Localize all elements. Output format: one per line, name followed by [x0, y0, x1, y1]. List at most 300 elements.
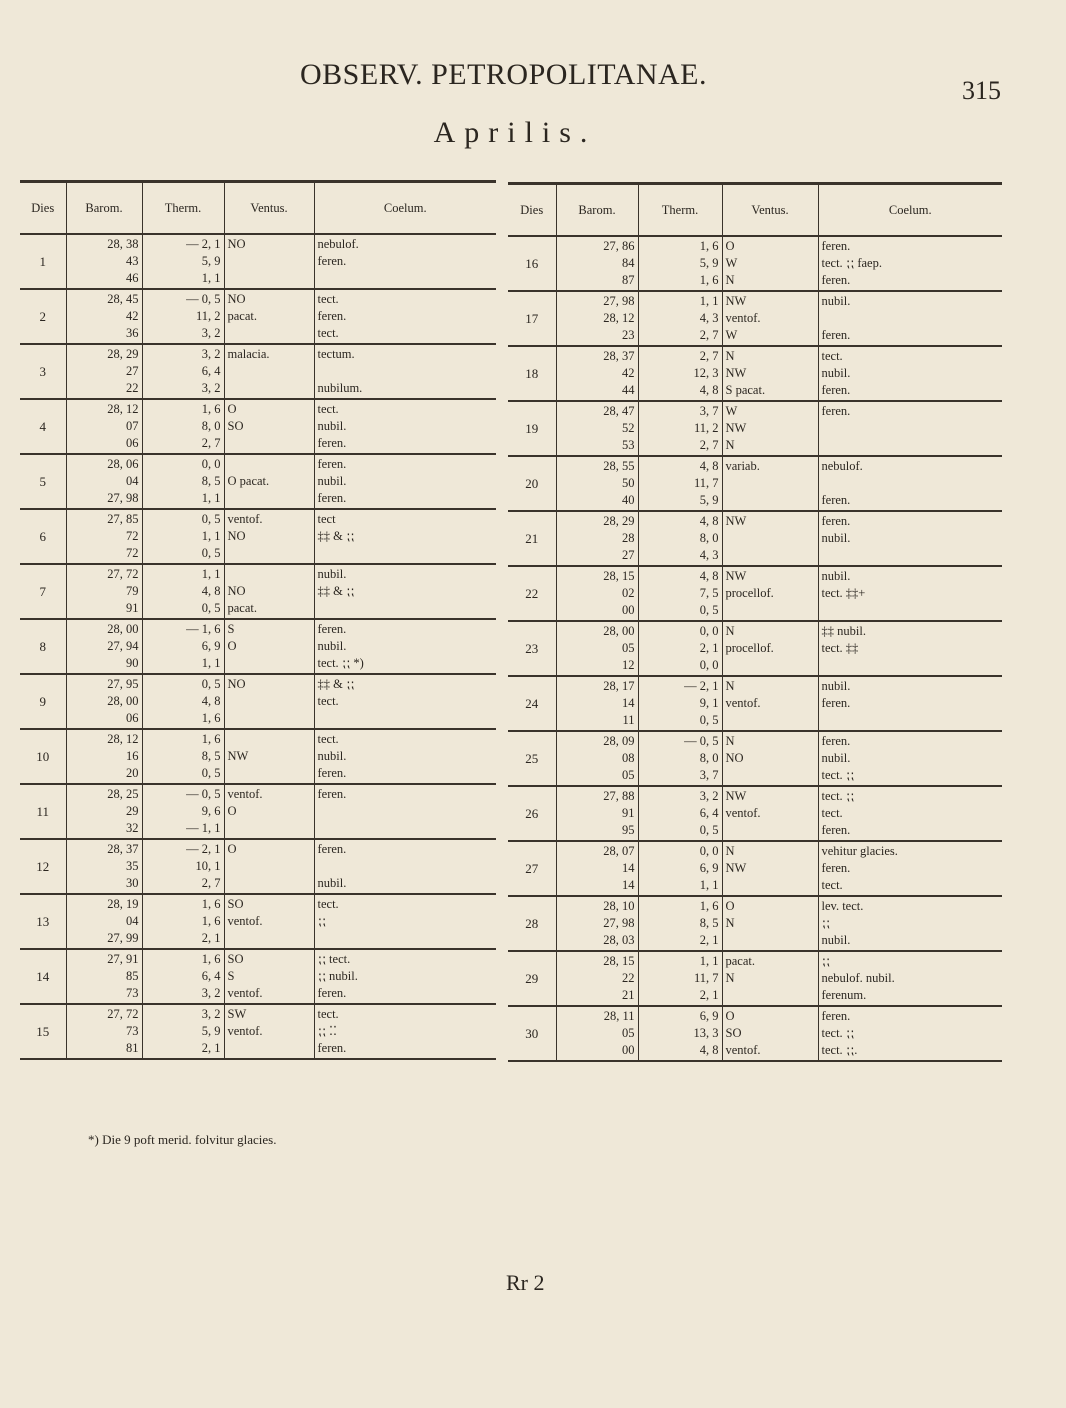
- barometer-value: 07: [126, 419, 139, 433]
- barometer-value: 28, 07: [603, 844, 635, 858]
- sky-value: feren.: [317, 787, 347, 801]
- thermometer-value: 8, 0: [699, 531, 719, 545]
- sky-value: [822, 475, 1000, 492]
- wind-value: ventof.: [227, 914, 263, 928]
- day-cell: 13: [20, 894, 66, 949]
- thermometer-value: 0, 5: [699, 713, 719, 727]
- wind-cell: [224, 784, 314, 839]
- day-cell: 23: [508, 621, 556, 676]
- barometer-value: 73: [126, 1024, 139, 1038]
- sky-value: feren.: [821, 514, 851, 528]
- sky-value: [822, 657, 1000, 674]
- day-cell: 2: [20, 289, 66, 344]
- sky-value: tect: [317, 512, 336, 526]
- sky-value: feren.: [317, 842, 347, 856]
- barometer-value: 27, 99: [107, 931, 139, 945]
- barometer-value: 27, 72: [107, 567, 139, 581]
- day-cell: 3: [20, 344, 66, 399]
- day-cell: 14: [20, 949, 66, 1004]
- barometer-value: 79: [126, 584, 139, 598]
- sky-cell: [314, 1004, 496, 1059]
- wind-value: NO: [227, 677, 246, 691]
- sky-value: feren.: [821, 383, 851, 397]
- wind-cell: [224, 1004, 314, 1059]
- thermometer-value: 1, 1: [201, 491, 221, 505]
- day-cell: 28: [508, 896, 556, 951]
- sky-value: ‡‡ nubil.: [821, 624, 866, 638]
- wind-value: [228, 710, 311, 727]
- sky-value: tect.: [821, 878, 843, 892]
- sky-value: [318, 820, 494, 837]
- wind-value: SO: [725, 1026, 742, 1040]
- sky-value: ‡‡ & ⁏⁏: [317, 529, 355, 543]
- thermometer-value: 5, 9: [201, 254, 221, 268]
- sky-value: tect.: [317, 326, 339, 340]
- sky-value: tect. ⁏⁏ *): [317, 656, 364, 670]
- wind-value: W: [725, 256, 738, 270]
- table-row: [20, 454, 496, 509]
- wind-value: O: [725, 239, 735, 253]
- barometer-value: 84: [622, 256, 635, 270]
- barometer-cell: [556, 841, 638, 896]
- thermometer-cell: [142, 674, 224, 729]
- wind-value: procellof.: [725, 641, 774, 655]
- col-header-barom: Barom.: [66, 182, 142, 235]
- wind-value: O: [227, 804, 237, 818]
- thermometer-value: 6, 4: [201, 364, 221, 378]
- barometer-value: 27, 88: [603, 789, 635, 803]
- thermometer-cell: [638, 346, 722, 401]
- barometer-value: 28, 00: [107, 622, 139, 636]
- wind-value: [228, 435, 311, 452]
- sky-value: feren.: [821, 1009, 851, 1023]
- barometer-cell: [66, 509, 142, 564]
- barometer-value: 28, 29: [107, 347, 139, 361]
- sky-value: nubil.: [317, 419, 347, 433]
- sky-cell: [818, 896, 1002, 951]
- barometer-cell: [556, 456, 638, 511]
- barometer-cell: [66, 344, 142, 399]
- thermometer-value: 3, 2: [201, 986, 221, 1000]
- sky-cell: [314, 564, 496, 619]
- wind-cell: [722, 346, 818, 401]
- barometer-value: 11: [622, 713, 635, 727]
- table-row: [20, 784, 496, 839]
- table-row: [508, 676, 1002, 731]
- barometer-cell: [556, 621, 638, 676]
- barometer-value: 00: [622, 1043, 635, 1057]
- wind-value: [228, 1040, 311, 1057]
- sky-value: nubil.: [317, 876, 347, 890]
- thermometer-value: 11, 2: [693, 421, 719, 435]
- wind-value: N: [725, 349, 735, 363]
- wind-value: [726, 712, 815, 729]
- barometer-value: 06: [126, 711, 139, 725]
- sky-value: feren.: [821, 328, 851, 342]
- sky-value: nubil.: [821, 933, 851, 947]
- barometer-cell: [556, 346, 638, 401]
- barometer-value: 21: [622, 988, 635, 1002]
- sky-cell: [818, 951, 1002, 1006]
- sky-value: feren.: [317, 457, 347, 471]
- sky-value: ⁏⁏ tect.: [317, 952, 351, 966]
- wind-value: NW: [725, 294, 747, 308]
- barometer-cell: [556, 401, 638, 456]
- thermometer-value: 4, 8: [699, 514, 719, 528]
- thermometer-value: 0, 5: [699, 823, 719, 837]
- barometer-cell: [66, 674, 142, 729]
- thermometer-cell: [142, 619, 224, 674]
- sky-cell: [818, 511, 1002, 566]
- barometer-cell: [66, 619, 142, 674]
- barometer-cell: [66, 839, 142, 894]
- wind-value: [228, 731, 311, 748]
- wind-value: pacat.: [227, 309, 257, 323]
- sky-value: feren.: [317, 622, 347, 636]
- table-row: [20, 949, 496, 1004]
- barometer-value: 08: [622, 751, 635, 765]
- sky-cell: [818, 621, 1002, 676]
- wind-cell: [722, 401, 818, 456]
- barometer-value: 36: [126, 326, 139, 340]
- barometer-value: 04: [126, 474, 139, 488]
- sky-value: feren.: [821, 734, 851, 748]
- thermometer-cell: [142, 289, 224, 344]
- sky-value: [318, 363, 494, 380]
- thermometer-value: 2, 1: [699, 988, 719, 1002]
- barometer-value: 28, 06: [107, 457, 139, 471]
- barometer-cell: [556, 1006, 638, 1061]
- thermometer-value: 1, 6: [699, 239, 719, 253]
- barometer-value: 28: [622, 531, 635, 545]
- thermometer-value: 0, 0: [201, 457, 221, 471]
- barometer-cell: [66, 399, 142, 454]
- barometer-cell: [556, 236, 638, 291]
- barometer-value: 28, 12: [603, 311, 635, 325]
- wind-value: ventof.: [725, 1043, 761, 1057]
- wind-value: [228, 566, 311, 583]
- wind-value: ventof.: [227, 512, 263, 526]
- sky-cell: [314, 234, 496, 289]
- sky-value: ⁏⁏ ⁚⁚: [317, 1024, 337, 1038]
- thermometer-value: 8, 5: [201, 749, 221, 763]
- table-row: [20, 509, 496, 564]
- day-cell: 19: [508, 401, 556, 456]
- day-cell: 24: [508, 676, 556, 731]
- sky-value: ‡‡ & ⁏⁏: [317, 677, 355, 691]
- day-cell: 18: [508, 346, 556, 401]
- barometer-value: 28, 47: [603, 404, 635, 418]
- thermometer-value: 10, 1: [195, 859, 221, 873]
- sky-value: nebulof.: [821, 459, 863, 473]
- barometer-value: 12: [622, 658, 635, 672]
- barometer-value: 28, 00: [107, 694, 139, 708]
- wind-cell: [224, 564, 314, 619]
- thermometer-cell: [142, 839, 224, 894]
- wind-value: NW: [725, 861, 747, 875]
- sky-value: feren.: [821, 273, 851, 287]
- barometer-cell: [66, 564, 142, 619]
- running-title: OBSERV. PETROPOLITANAE.: [300, 58, 708, 91]
- thermometer-cell: [638, 896, 722, 951]
- thermometer-value: 6, 9: [699, 861, 719, 875]
- barometer-value: 28, 10: [603, 899, 635, 913]
- table-row: [508, 1006, 1002, 1061]
- barometer-value: 35: [126, 859, 139, 873]
- sky-value: tect. ⁏⁏: [821, 1026, 855, 1040]
- day-cell: 8: [20, 619, 66, 674]
- thermometer-value: — 2, 1: [186, 842, 221, 856]
- thermometer-value: 1, 1: [201, 271, 221, 285]
- wind-value: NO: [725, 751, 744, 765]
- sky-value: [318, 710, 494, 727]
- day-cell: 1: [20, 234, 66, 289]
- thermometer-value: 12, 3: [693, 366, 719, 380]
- thermometer-value: 1, 1: [201, 656, 221, 670]
- wind-value: [228, 545, 311, 562]
- thermometer-value: 1, 1: [699, 878, 719, 892]
- sky-cell: [818, 236, 1002, 291]
- wind-value: [228, 858, 311, 875]
- thermometer-value: 2, 7: [201, 876, 221, 890]
- day-cell: 27: [508, 841, 556, 896]
- day-cell: 22: [508, 566, 556, 621]
- wind-value: malacia.: [227, 347, 270, 361]
- thermometer-value: 6, 4: [201, 969, 221, 983]
- wind-value: [726, 987, 815, 1004]
- thermometer-value: 1, 6: [201, 914, 221, 928]
- thermometer-cell: [638, 731, 722, 786]
- wind-value: [228, 325, 311, 342]
- barometer-cell: [556, 566, 638, 621]
- sky-value: feren.: [317, 309, 347, 323]
- day-cell: 29: [508, 951, 556, 1006]
- barometer-value: 28, 37: [603, 349, 635, 363]
- barometer-value: 27, 98: [603, 916, 635, 930]
- barometer-value: 27, 85: [107, 512, 139, 526]
- wind-value: N: [725, 916, 735, 930]
- wind-cell: [224, 894, 314, 949]
- sky-value: nubil.: [821, 294, 851, 308]
- wind-value: [228, 270, 311, 287]
- sky-value: feren.: [317, 986, 347, 1000]
- col-header-barom: Barom.: [556, 184, 638, 237]
- thermometer-value: 5, 9: [699, 256, 719, 270]
- thermometer-value: 3, 2: [201, 381, 221, 395]
- barometer-cell: [66, 894, 142, 949]
- sky-value: nubil.: [821, 366, 851, 380]
- barometer-value: 44: [622, 383, 635, 397]
- barometer-value: 72: [126, 529, 139, 543]
- sky-cell: [818, 676, 1002, 731]
- wind-value: N: [725, 734, 735, 748]
- wind-value: NW: [227, 749, 249, 763]
- wind-value: N: [725, 679, 735, 693]
- thermometer-value: — 1, 6: [186, 622, 221, 636]
- table-row: [508, 566, 1002, 621]
- barometer-value: 91: [126, 601, 139, 615]
- thermometer-cell: [638, 841, 722, 896]
- thermometer-value: 9, 1: [699, 696, 719, 710]
- wind-value: [726, 877, 815, 894]
- col-header-ventus: Ventus.: [224, 182, 314, 235]
- table-row: [20, 399, 496, 454]
- thermometer-value: 2, 7: [699, 438, 719, 452]
- sky-value: ‡‡ & ⁏⁏: [317, 584, 355, 598]
- thermometer-cell: [142, 1004, 224, 1059]
- sky-value: lev. tect.: [821, 899, 864, 913]
- wind-value: SO: [227, 952, 244, 966]
- page-number: 315: [962, 76, 1001, 105]
- day-cell: 30: [508, 1006, 556, 1061]
- barometer-value: 05: [622, 641, 635, 655]
- thermometer-cell: [142, 564, 224, 619]
- wind-value: N: [725, 624, 735, 638]
- day-cell: 7: [20, 564, 66, 619]
- thermometer-cell: [638, 566, 722, 621]
- barometer-value: 28, 03: [603, 933, 635, 947]
- sky-value: tect.: [317, 694, 339, 708]
- wind-value: NW: [725, 514, 747, 528]
- barometer-value: 30: [126, 876, 139, 890]
- barometer-cell: [66, 454, 142, 509]
- table-row: [508, 786, 1002, 841]
- barometer-value: 28, 11: [603, 1009, 635, 1023]
- barometer-value: 04: [126, 914, 139, 928]
- barometer-value: 43: [126, 254, 139, 268]
- thermometer-cell: [142, 399, 224, 454]
- thermometer-value: 1, 6: [201, 952, 221, 966]
- wind-value: [726, 492, 815, 509]
- thermometer-value: 9, 6: [201, 804, 221, 818]
- barometer-value: 28, 12: [107, 402, 139, 416]
- sky-cell: [314, 729, 496, 784]
- thermometer-value: 0, 5: [699, 603, 719, 617]
- wind-value: ventof.: [227, 986, 263, 1000]
- thermometer-cell: [638, 676, 722, 731]
- wind-cell: [722, 291, 818, 346]
- wind-value: [726, 822, 815, 839]
- thermometer-value: 2, 7: [699, 328, 719, 342]
- sky-cell: [314, 454, 496, 509]
- sky-value: ferenum.: [821, 988, 867, 1002]
- thermometer-value: 11, 7: [693, 476, 719, 490]
- sky-value: nubil.: [821, 531, 851, 545]
- barometer-value: 00: [622, 603, 635, 617]
- thermometer-cell: [638, 511, 722, 566]
- sky-value: [318, 858, 494, 875]
- wind-value: S pacat.: [725, 383, 766, 397]
- barometer-cell: [556, 511, 638, 566]
- barometer-cell: [66, 234, 142, 289]
- barometer-value: 02: [622, 586, 635, 600]
- sky-value: tect.: [821, 349, 843, 363]
- barometer-cell: [66, 289, 142, 344]
- wind-value: [228, 253, 311, 270]
- day-cell: 25: [508, 731, 556, 786]
- sky-cell: [314, 839, 496, 894]
- thermometer-cell: [142, 509, 224, 564]
- sky-value: [822, 310, 1000, 327]
- barometer-cell: [556, 786, 638, 841]
- wind-cell: [224, 674, 314, 729]
- thermometer-value: 8, 5: [201, 474, 221, 488]
- wind-value: [228, 875, 311, 892]
- barometer-value: 27, 98: [603, 294, 635, 308]
- observation-table-left: [20, 180, 496, 1060]
- wind-value: W: [725, 328, 738, 342]
- barometer-value: 32: [126, 821, 139, 835]
- barometer-value: 81: [126, 1041, 139, 1055]
- thermometer-value: 4, 8: [699, 459, 719, 473]
- wind-value: N: [725, 438, 735, 452]
- day-cell: 20: [508, 456, 556, 511]
- wind-value: S: [227, 622, 235, 636]
- thermometer-value: 1, 1: [201, 567, 221, 581]
- thermometer-value: 1, 1: [699, 954, 719, 968]
- barometer-value: 28, 37: [107, 842, 139, 856]
- sky-value: tect.: [821, 806, 843, 820]
- table-row: [508, 841, 1002, 896]
- barometer-value: 20: [126, 766, 139, 780]
- thermometer-value: 6, 9: [201, 639, 221, 653]
- thermometer-value: 6, 9: [699, 1009, 719, 1023]
- sky-value: tect.: [317, 402, 339, 416]
- thermometer-cell: [638, 236, 722, 291]
- barometer-value: 42: [126, 309, 139, 323]
- thermometer-value: 3, 2: [699, 789, 719, 803]
- sky-value: [318, 270, 494, 287]
- barometer-value: 14: [622, 861, 635, 875]
- wind-value: variab.: [725, 459, 760, 473]
- table-row: [20, 289, 496, 344]
- thermometer-cell: [638, 786, 722, 841]
- wind-value: procellof.: [725, 586, 774, 600]
- wind-cell: [722, 621, 818, 676]
- thermometer-value: — 0, 5: [684, 734, 719, 748]
- barometer-cell: [556, 896, 638, 951]
- wind-value: [726, 657, 815, 674]
- wind-cell: [722, 676, 818, 731]
- wind-value: SW: [227, 1007, 247, 1021]
- table-row: [508, 456, 1002, 511]
- thermometer-value: 4, 3: [699, 548, 719, 562]
- barometer-value: 90: [126, 656, 139, 670]
- thermometer-value: 2, 7: [201, 436, 221, 450]
- barometer-value: 05: [622, 1026, 635, 1040]
- barometer-cell: [556, 676, 638, 731]
- thermometer-value: 3, 7: [699, 768, 719, 782]
- barometer-value: 28, 45: [107, 292, 139, 306]
- wind-value: ventof.: [227, 1024, 263, 1038]
- col-header-therm: Therm.: [638, 184, 722, 237]
- day-cell: 16: [508, 236, 556, 291]
- thermometer-value: 4, 8: [699, 1043, 719, 1057]
- sky-cell: [314, 784, 496, 839]
- sky-cell: [818, 401, 1002, 456]
- sky-value: feren.: [821, 239, 851, 253]
- barometer-value: 27, 72: [107, 1007, 139, 1021]
- sky-value: feren.: [317, 766, 347, 780]
- thermometer-value: 5, 9: [201, 1024, 221, 1038]
- table-row: [20, 839, 496, 894]
- sky-cell: [314, 949, 496, 1004]
- barometer-value: 87: [622, 273, 635, 287]
- wind-cell: [722, 951, 818, 1006]
- sky-value: tect. ‡‡: [821, 641, 859, 655]
- wind-cell: [722, 841, 818, 896]
- wind-value: O: [227, 842, 237, 856]
